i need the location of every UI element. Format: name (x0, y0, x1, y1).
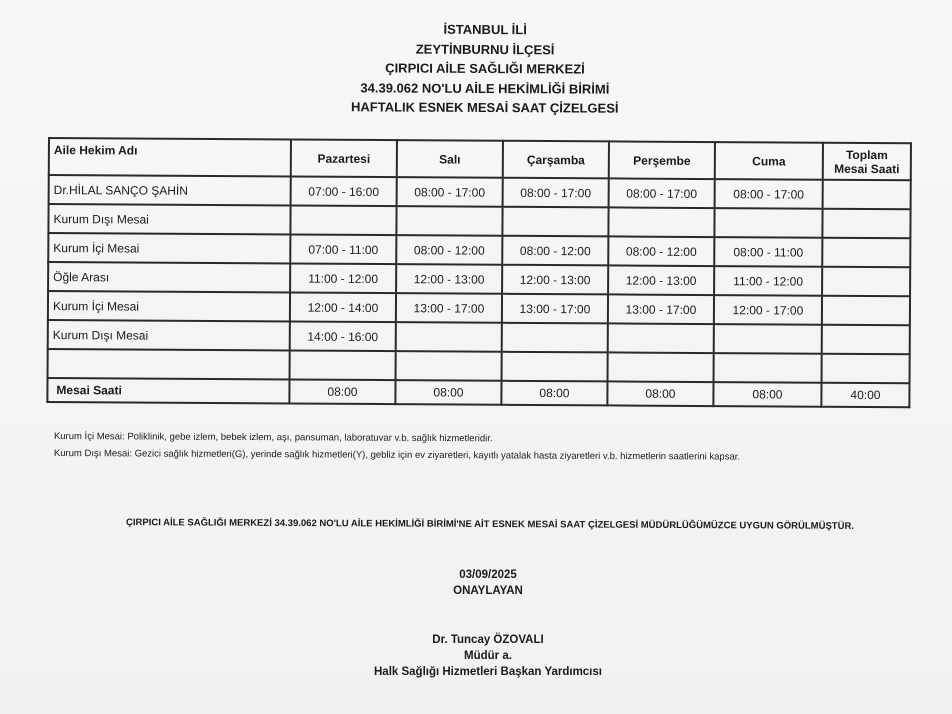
approver-label: ONAYLAYAN (453, 585, 523, 597)
document-header (0, 17, 952, 120)
table-cell (714, 208, 822, 238)
table-cell (396, 351, 502, 381)
row-label: Kurum Dışı Mesai (48, 320, 290, 350)
approval-date-block (0, 567, 952, 599)
summary-label: Mesai Saati (47, 378, 289, 403)
header-province: İSTANBUL İLİ (443, 21, 527, 38)
doctor-name: Dr.HİLAL SANÇO ŞAHİN (49, 175, 291, 205)
col-header-doctor: Aile Hekim Adı (49, 138, 291, 176)
row-label: Kurum Dışı Mesai (48, 204, 290, 234)
footnote-internal: Kurum İçi Mesai: Poliklinik, gebe izlem, bebek izlem, aşı, pansuman, laboratuvar v.b. sağlık hizmetleridir. (53, 430, 493, 445)
approval-statement: ÇIRPICI AİLE SAĞLIĞI MERKEZİ 34.39.062 NO'LU AİLE HEKİMLİĞİ BİRİMİ'NE AİT ESNEK MESAİ SAAT ÇİZELGESİ MÜDÜRLÜĞÜMÜZCE UYGUN GÖRÜLMÜŞTÜR. (125, 517, 855, 532)
signatory-position: Halk Sağlığı Hizmetleri Başkan Yardımcısı (374, 666, 602, 678)
table-cell (714, 324, 822, 354)
approval-date: 03/09/2025 (459, 569, 517, 581)
footnote-external: Kurum Dışı Mesai: Gezici sağlık hizmetleri(G), yerinde sağlık hizmetleri(Y), gebliz için ev ziyaretleri, kayıtlı yatalak hasta ziyaretleri v.b. hizmetlerin saatlerini kapsar. (53, 447, 741, 463)
header-health-center: ÇIRPICI AİLE SAĞLIĞI MERKEZİ (385, 60, 585, 77)
table-cell: 12:00 - 13:00 (608, 265, 714, 295)
table-cell: 13:00 - 17:00 (608, 294, 714, 324)
col-header-total-line1: Toplam (845, 147, 888, 162)
schedule-table (46, 137, 912, 408)
col-header-tuesday: Salı (397, 140, 503, 178)
header-schedule-title: HAFTALIK ESNEK MESAİ SAAT ÇİZELGESİ (351, 99, 619, 116)
summary-cell: 08:00 (607, 381, 713, 406)
table-cell: 13:00 - 17:00 (396, 293, 502, 323)
table-header-row (49, 138, 911, 180)
row-label: Öğle Arası (48, 262, 290, 292)
table-cell (822, 267, 910, 297)
table-cell: 14:00 - 16:00 (290, 321, 396, 351)
table-cell (502, 207, 608, 237)
footnotes (54, 428, 740, 466)
table-cell: 12:00 - 17:00 (714, 295, 822, 325)
header-district: ZEYTİNBURNU İLÇESİ (415, 41, 555, 57)
table-cell: 08:00 - 12:00 (608, 236, 714, 266)
table-cell (290, 350, 396, 380)
table-cell (822, 238, 910, 268)
table-cell (822, 354, 910, 384)
table-cell: 13:00 - 17:00 (502, 294, 608, 324)
signatory-block (0, 632, 952, 680)
table-cell (502, 323, 608, 353)
table-cell (396, 322, 502, 352)
table-cell (822, 209, 910, 239)
summary-cell: 08:00 (713, 382, 821, 407)
header-unit: 34.39.062 NO'LU AİLE HEKİMLİĞİ BİRİMİ (360, 79, 610, 97)
table-cell (714, 353, 822, 383)
table-cell: 11:00 - 12:00 (290, 263, 396, 293)
table-cell (822, 296, 910, 326)
table-cell (822, 325, 910, 355)
table-cell (396, 206, 502, 236)
table-cell: 08:00 - 17:00 (609, 178, 715, 208)
table-cell: 08:00 - 11:00 (714, 237, 822, 267)
table-cell: 08:00 - 12:00 (396, 235, 502, 265)
row-label (48, 349, 290, 379)
table-cell (823, 180, 911, 210)
col-header-thursday: Perşembe (609, 141, 715, 179)
table-cell: 08:00 - 17:00 (715, 179, 823, 209)
row-label: Kurum İçi Mesai (48, 233, 290, 263)
table-cell (608, 323, 714, 353)
col-header-total-line2: Mesai Saati (834, 161, 900, 176)
summary-row (47, 378, 909, 407)
row-label: Kurum İçi Mesai (48, 291, 290, 321)
table-cell: 11:00 - 12:00 (714, 266, 822, 296)
table-cell (502, 352, 608, 382)
table-cell: 08:00 - 17:00 (503, 178, 609, 208)
signatory-name: Dr. Tuncay ÖZOVALI (432, 634, 544, 646)
table-cell: 12:00 - 13:00 (396, 264, 502, 294)
table-cell: 07:00 - 11:00 (290, 234, 396, 264)
table-cell (608, 352, 714, 382)
summary-total: 40:00 (821, 383, 909, 408)
col-header-wednesday: Çarşamba (503, 141, 609, 179)
table-cell: 12:00 - 14:00 (290, 292, 396, 322)
table-cell: 08:00 - 12:00 (502, 236, 608, 266)
summary-cell: 08:00 (395, 380, 501, 405)
summary-cell: 08:00 (289, 379, 395, 404)
col-header-friday: Cuma (715, 142, 823, 180)
table-cell: 07:00 - 16:00 (291, 176, 397, 206)
col-header-total (823, 143, 911, 181)
table-cell: 12:00 - 13:00 (502, 265, 608, 295)
signatory-title: Müdür a. (464, 650, 512, 662)
table-cell: 08:00 - 17:00 (397, 177, 503, 207)
table-cell (290, 205, 396, 235)
summary-cell: 08:00 (501, 381, 607, 406)
table-cell (608, 207, 714, 237)
col-header-monday: Pazartesi (291, 139, 397, 177)
